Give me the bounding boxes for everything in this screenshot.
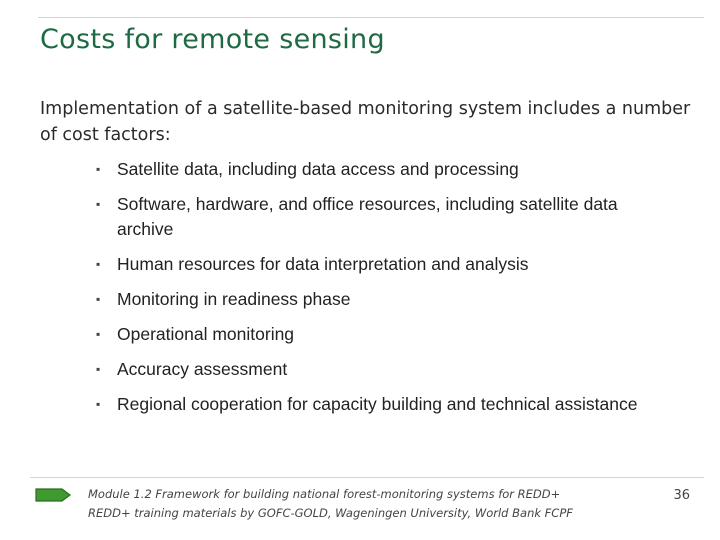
bullet-text: Operational monitoring <box>117 324 295 344</box>
bullet-marker-icon: ▪ <box>96 257 101 271</box>
bullet-text: Accuracy assessment <box>117 359 288 379</box>
bullet-item <box>96 252 676 277</box>
page-number: 36 <box>673 488 690 503</box>
bullet-text: Monitoring in readiness phase <box>117 289 351 309</box>
bullet-text: Regional cooperation for capacity building and technical assistance <box>117 394 638 414</box>
bullet-marker-icon: ▪ <box>96 197 101 211</box>
intro-text: Implementation of a satellite-based monitoring system includes a number of cost factors: <box>40 99 691 145</box>
top-divider <box>38 17 704 18</box>
bullet-marker-icon: ▪ <box>96 397 101 411</box>
bullet-marker-icon: ▪ <box>96 327 101 341</box>
bullet-marker-icon: ▪ <box>96 292 101 306</box>
footer-credit-line: REDD+ training materials by GOFC-GOLD, Wageningen University, World Bank FCPF <box>88 506 573 520</box>
bullet-text: Human resources for data interpretation and analysis <box>117 254 529 274</box>
arrow-right-icon <box>34 486 74 504</box>
bullet-item <box>96 392 676 417</box>
bullet-item <box>96 322 676 347</box>
slide-title: Costs for remote sensing <box>40 24 385 55</box>
bullet-text: Satellite data, including data access and processing <box>117 159 519 179</box>
bullet-item <box>96 287 676 312</box>
bullet-marker-icon: ▪ <box>96 362 101 376</box>
footer-credits <box>88 485 608 523</box>
bullet-item <box>96 357 676 382</box>
bullet-item <box>96 192 676 242</box>
bullet-item <box>96 157 676 182</box>
footer-module-line: Module 1.2 Framework for building national forest-monitoring systems for REDD+ <box>88 487 561 501</box>
bullet-marker-icon: ▪ <box>96 162 101 176</box>
bullet-text: Software, hardware, and office resources, including satellite data archive <box>117 194 618 239</box>
footer-divider <box>30 477 704 478</box>
